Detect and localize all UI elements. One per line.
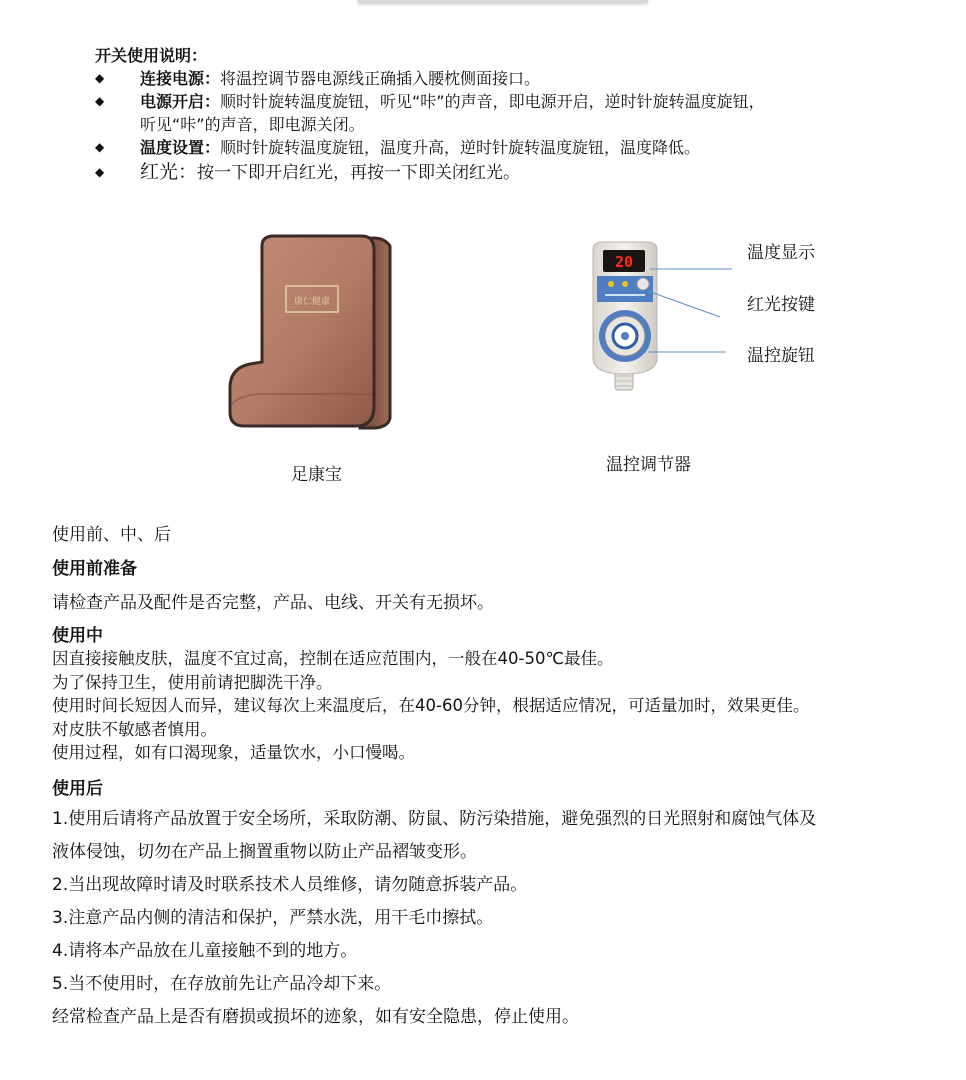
- callout-lines: [640, 255, 740, 365]
- after-use-line: 4.请将本产品放在儿童接触不到的地方。: [52, 941, 358, 961]
- diamond-bullet-icon: ◆: [95, 71, 105, 85]
- diamond-bullet-icon: ◆: [95, 165, 105, 179]
- switch-instructions: [95, 44, 935, 185]
- during-use-list: [52, 647, 952, 765]
- footer-note: 经常检查产品上是否有磨损或损坏的迹象，如有安全隐患，停止使用。: [52, 1007, 579, 1027]
- svg-text:康仁健康: 康仁健康: [293, 297, 331, 307]
- product-caption: 足康宝: [291, 465, 342, 485]
- after-use-line: 5.当不使用时，在存放前先让产品冷却下来。: [52, 974, 392, 994]
- instruction-item-temperature: ◆ 温度设置：顺时针旋转温度旋钮，温度升高，逆时针旋转温度旋钮，温度降低。: [95, 138, 701, 157]
- instructions-title: 开关使用说明：: [95, 46, 208, 65]
- during-use-line: 为了保持卫生，使用前请把脚洗干净。: [52, 672, 333, 692]
- diamond-bullet-icon: ◆: [95, 94, 105, 108]
- before-use-text: 请检查产品及配件是否完整，产品、电线、开关有无损坏。: [52, 593, 494, 613]
- callout-red-light-button: 红光按键: [747, 295, 815, 315]
- instruction-item-power-connect: ◆ 连接电源：将温控调节器电源线正确插入腰枕侧面接口。: [95, 69, 541, 88]
- instruction-item-red-light: ◆ 红光：按一下即开启红光，再按一下即关闭红光。: [95, 161, 521, 183]
- top-divider: [358, 0, 648, 3]
- after-use-line: 1.使用后请将产品放置于安全场所，采取防潮、防鼠、防污染措施，避免强烈的日光照射和腐蚀气体及: [52, 809, 817, 829]
- before-use-heading: 使用前准备: [52, 559, 137, 579]
- usage-intro: 使用前、中、后: [52, 525, 171, 545]
- callout-temperature-display: 温度显示: [747, 243, 815, 263]
- after-use-list: [52, 803, 952, 1034]
- controller-caption: 温控调节器: [606, 455, 691, 475]
- during-use-line: 因直接接触皮肤，温度不宜过高，控制在适应范围内，一般在40-50℃最佳。: [52, 649, 614, 668]
- instruction-item-power-on: ◆ 电源开启：顺时针旋转温度旋钮，听见“咔”的声音，即电源开启，逆时针旋转温度旋钮， 听见“咔”的声音，即电源关闭。: [95, 92, 765, 134]
- after-use-line: 液体侵蚀，切勿在产品上搁置重物以防止产品褶皱变形。: [52, 842, 477, 862]
- foot-warmer-product-image: [222, 228, 394, 434]
- diamond-bullet-icon: ◆: [95, 140, 105, 154]
- callout-temperature-knob: 温控旋钮: [747, 346, 815, 366]
- after-use-line: 2.当出现故障时请及时联系技术人员维修，请勿随意拆装产品。: [52, 875, 528, 895]
- during-use-line: 使用时间长短因人而异，建议每次上来温度后，在40-60分钟，根据适应情况，可适量加时，效果更佳。: [52, 696, 810, 715]
- during-use-line: 使用过程，如有口渴现象，适量饮水，小口慢喝。: [52, 743, 415, 762]
- after-use-heading: 使用后: [52, 779, 103, 799]
- during-use-line: 对皮肤不敏感者慎用。: [52, 719, 217, 739]
- svg-text:20: 20: [614, 253, 634, 271]
- during-use-heading: 使用中: [52, 626, 103, 646]
- after-use-line: 3.注意产品内侧的清洁和保护，严禁水洗，用干毛巾擦拭。: [52, 908, 494, 928]
